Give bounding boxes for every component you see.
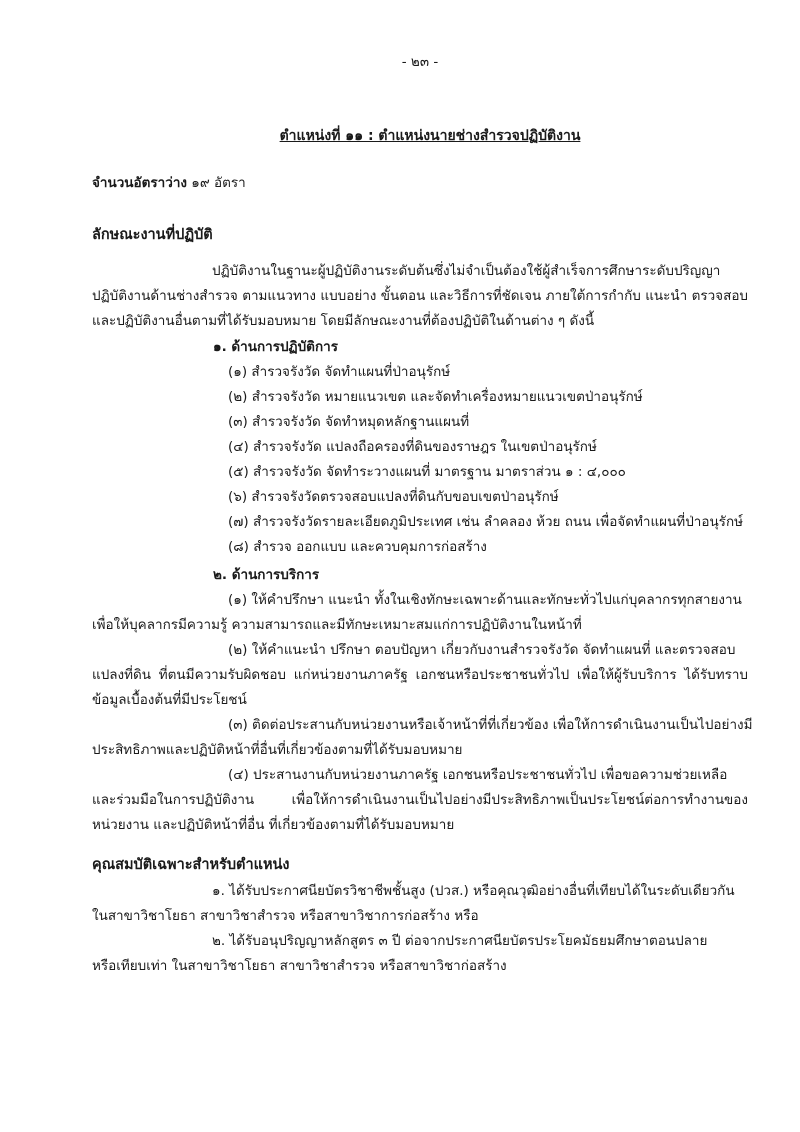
vacancies-label: จำนวนอัตราว่าง [92,175,187,191]
section2-line: (๒) ให้คำแนะนำ ปรึกษา ตอบปัญหา เกี่ยวกับงานสำรวจรังวัด จัดทำแผนที่ และตรวจสอบ [228,642,736,658]
section1-heading: ๑. ด้านการปฏิบัติการ [213,339,338,355]
duties-intro-line: ปฏิบัติงานด้านช่างสำรวจ ตามแนวทาง แบบอย่าง ขั้นตอน และวิธีการที่ชัดเจน ภายใต้การกำกับ แนะนำ ตรวจสอบ [92,288,748,304]
section2-line: ประสิทธิภาพและปฏิบัติหน้าที่อื่นที่เกี่ยวข้องตามที่ได้รับมอบหมาย [92,742,463,758]
section2-line: ข้อมูลเบื้องต้นที่มีประโยชน์ [92,692,247,708]
section1-item: (๕) สำรวจรังวัด จัดทำระวางแผนที่ มาตรฐาน มาตราส่วน ๑ : ๔,๐๐๐ [228,464,626,480]
section1-item: (๘) สำรวจ ออกแบบ และควบคุมการก่อสร้าง [228,539,487,555]
section2-line: เพื่อให้บุคลากรมีความรู้ ความสามารถและมีทักษะเหมาะสมแก่การปฏิบัติงานในหน้าที่ [92,617,582,633]
page-number: - ๒๓ - [401,54,439,70]
section2-line: (๔) ประสานงานกับหน่วยงานภาครัฐ เอกชนหรือประชาชนทั่วไป เพื่อขอความช่วยเหลือ [228,767,728,783]
qualification-line: ในสาขาวิชาโยธา สาขาวิชาสำรวจ หรือสาขาวิชาการก่อสร้าง หรือ [92,908,479,924]
section2-line: (๓) ติดต่อประสานกับหน่วยงานหรือเจ้าหน้าที่ที่เกี่ยวข้อง เพื่อให้การดำเนินงานเป็นไปอย่างมี [228,717,753,733]
page-title: ตำแหน่งที่ ๑๑ : ตำแหน่งนายช่างสำรวจปฏิบัติงาน [279,128,581,144]
duties-intro-line: และปฏิบัติงานอื่นตามที่ได้รับมอบหมาย โดยมีลักษณะงานที่ต้องปฏิบัติในด้านต่าง ๆ ดังนี้ [92,313,595,329]
qualification-line: หรือเทียบเท่า ในสาขาวิชาโยธา สาขาวิชาสำรวจ หรือสาขาวิชาก่อสร้าง [92,958,507,974]
section1-item: (๑) สำรวจรังวัด จัดทำแผนที่ป่าอนุรักษ์ [228,364,451,380]
section2-line: และร่วมมือในการปฏิบัติงาน เพื่อให้การดำเนินงานเป็นไปอย่างมีประสิทธิภาพเป็นประโยชน์ต่อการทำงานของ [92,792,748,808]
duties-heading: ลักษณะงานที่ปฏิบัติ [92,227,213,243]
section2-line: (๑) ให้คำปรึกษา แนะนำ ทั้งในเชิงทักษะเฉพาะด้านและทักษะทั่วไปแก่บุคลากรทุกสายงาน [228,592,742,608]
section2-line: หน่วยงาน และปฏิบัติหน้าที่อื่น ที่เกี่ยวข้องตามที่ได้รับมอบหมาย [92,817,455,833]
qualification-line: ๑. ได้รับประกาศนียบัตรวิชาชีพชั้นสูง (ปวส.) หรือคุณวุฒิอย่างอื่นที่เทียบได้ในระดับเดียวกัน [212,883,735,899]
section2-line: แปลงที่ดิน ที่ตนมีความรับผิดชอบ แก่หน่วยงานภาครัฐ เอกชนหรือประชาชนทั่วไป เพื่อให้ผู้รับบริการ ได้รับทราบ [92,667,748,683]
section1-item: (๗) สำรวจรังวัดรายละเอียดภูมิประเทศ เช่น ลำคลอง ห้วย ถนน เพื่อจัดทำแผนที่ป่าอนุรักษ์ [228,514,744,530]
vacancies [92,174,246,192]
section1-item: (๔) สำรวจรังวัด แปลงถือครองที่ดินของราษฎร ในเขตป่าอนุรักษ์ [228,439,597,455]
section1-item: (๓) สำรวจรังวัด จัดทำหมุดหลักฐานแผนที่ [228,414,470,430]
section2-heading: ๒. ด้านการบริการ [213,567,320,583]
qualifications-heading: คุณสมบัติเฉพาะสำหรับตำแหน่ง [92,857,290,873]
qualification-line: ๒. ได้รับอนุปริญญาหลักสูตร ๓ ปี ต่อจากประกาศนียบัตรประโยคมัธยมศึกษาตอนปลาย [212,933,708,949]
section1-item: (๒) สำรวจรังวัด หมายแนวเขต และจัดทำเครื่องหมายแนวเขตป่าอนุรักษ์ [228,389,643,405]
section1-item: (๖) สำรวจรังวัดตรวจสอบแปลงที่ดินกับขอบเขตป่าอนุรักษ์ [228,489,559,505]
duties-intro-line: ปฏิบัติงานในฐานะผู้ปฏิบัติงานระดับต้นซึ่งไม่จำเป็นต้องใช้ผู้สำเร็จการศึกษาระดับปริญญา [212,263,721,279]
vacancies-value: ๑๙ อัตรา [191,175,246,191]
